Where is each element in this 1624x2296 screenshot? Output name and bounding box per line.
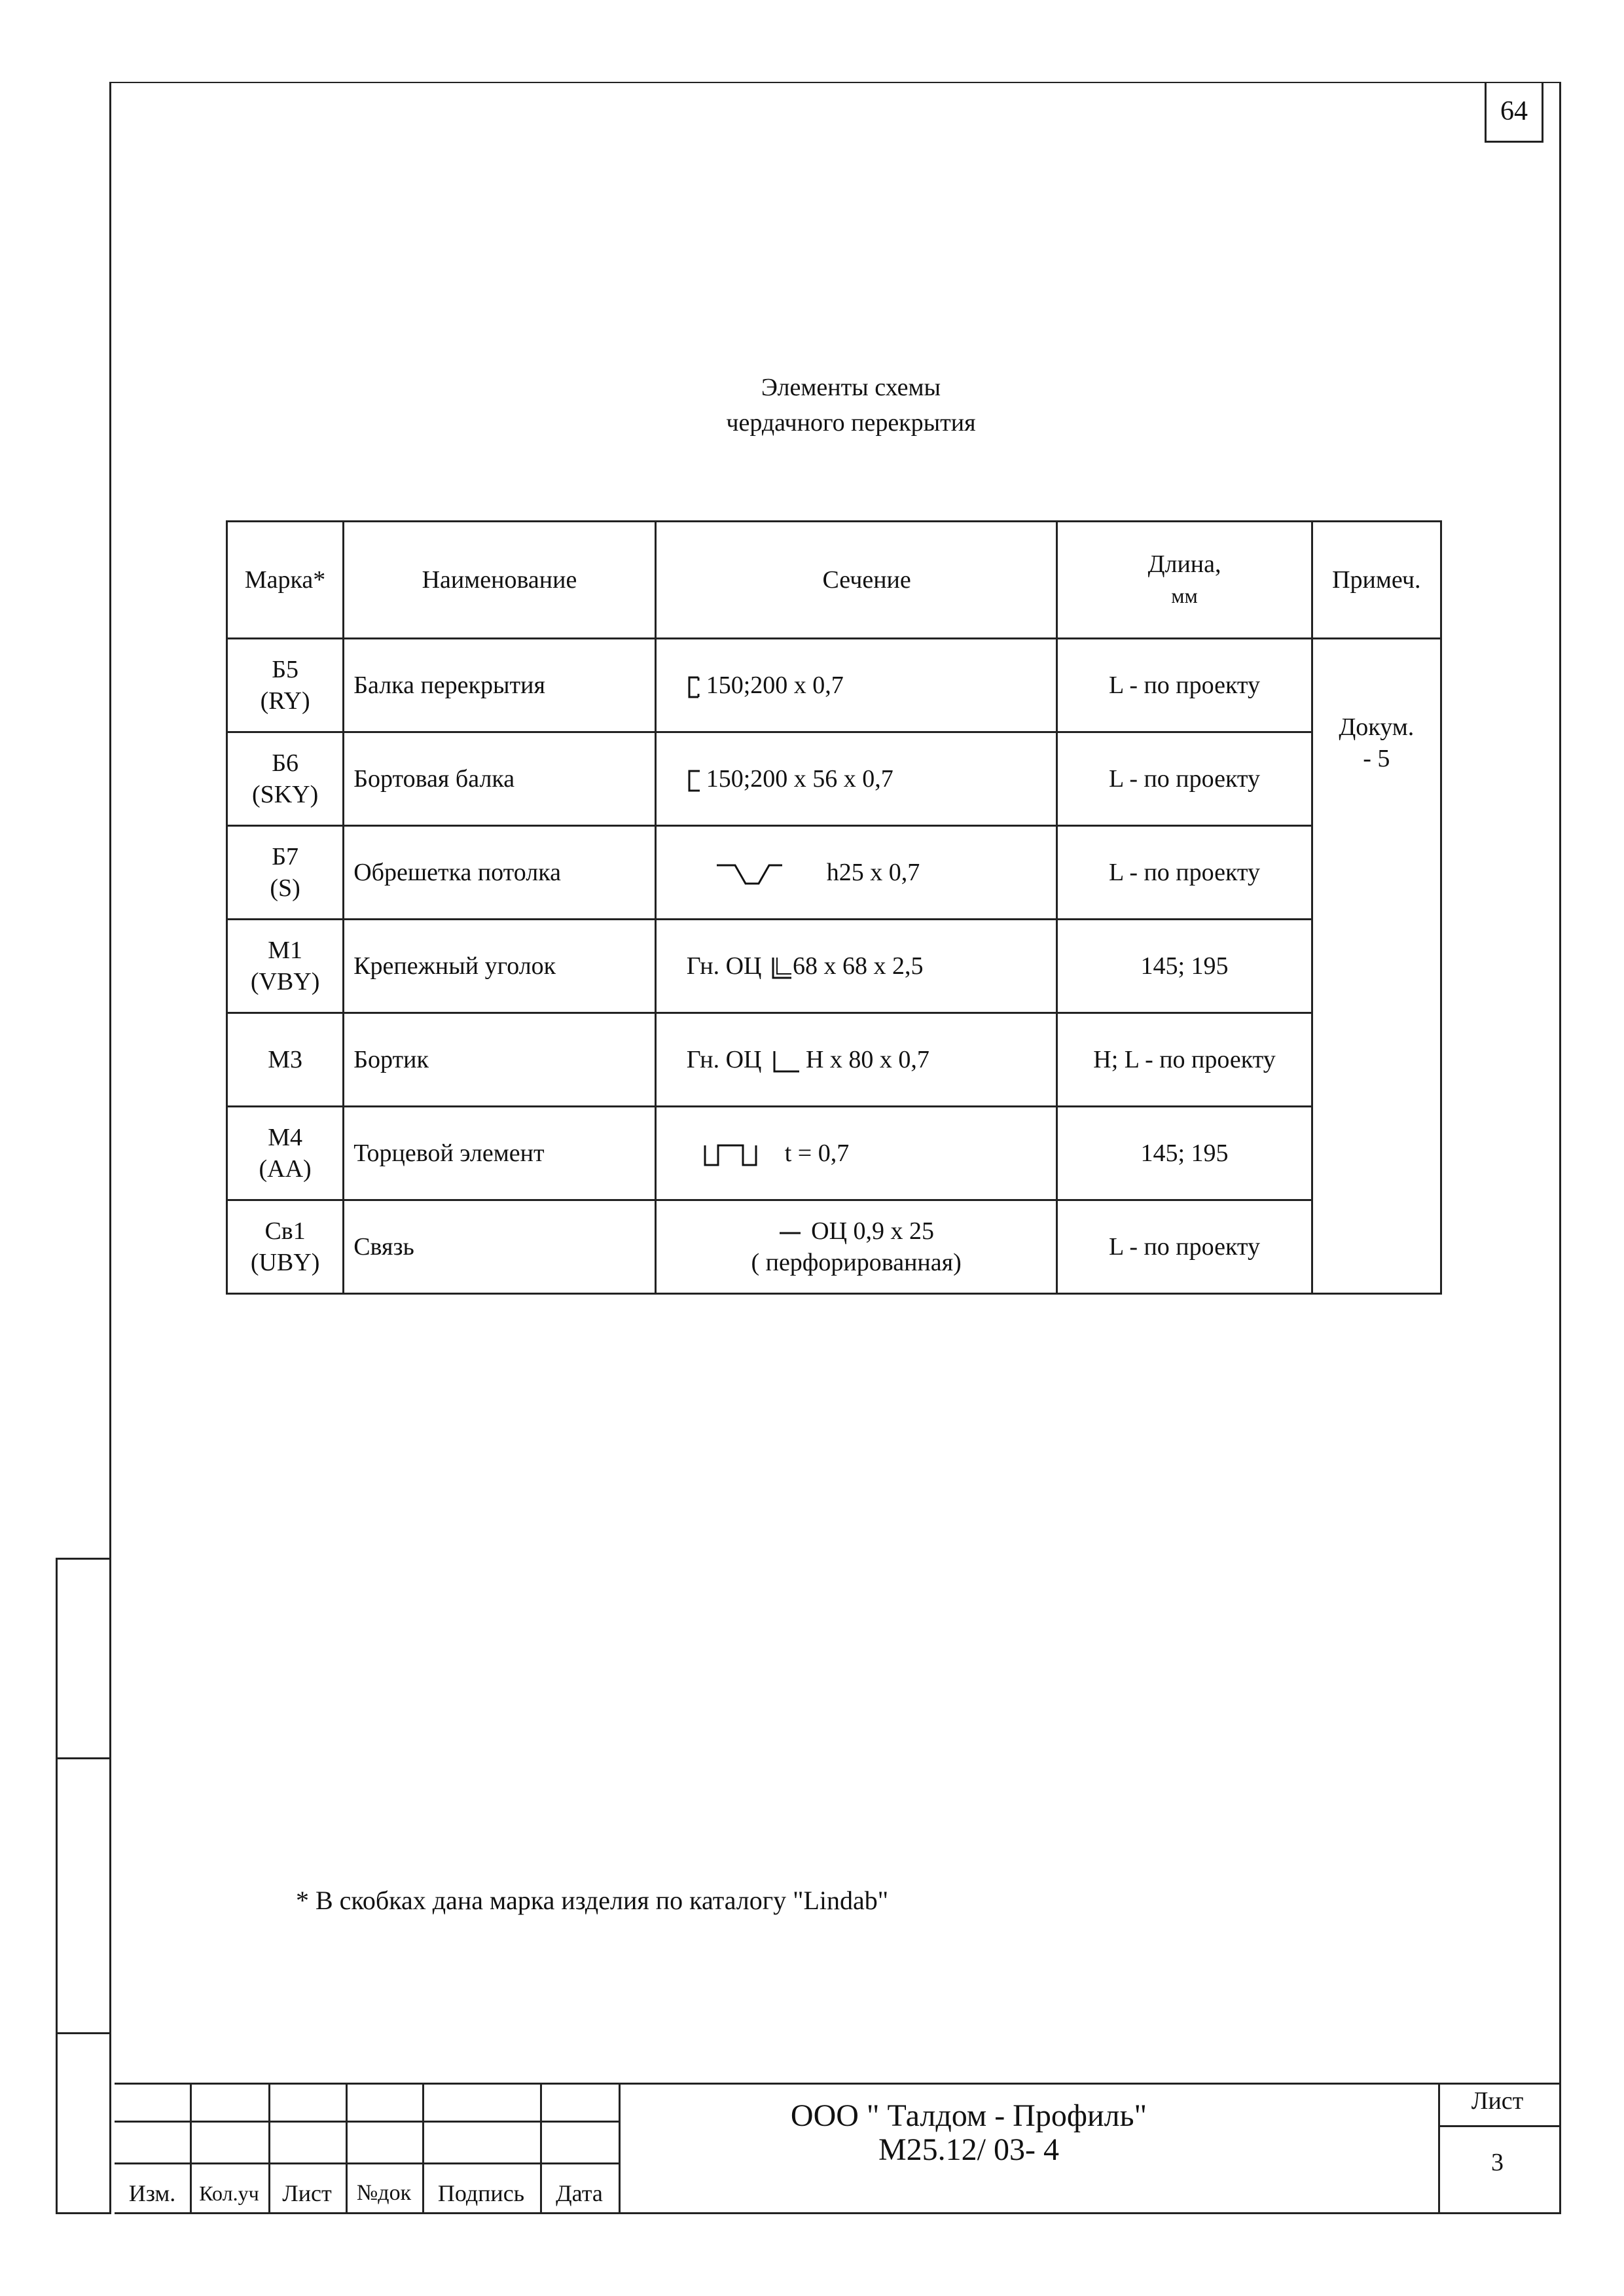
section-prefix: Гн. ОЦ (686, 952, 762, 980)
mark-lindab: (RY) (260, 687, 310, 715)
title-line-1: Элементы схемы (761, 374, 941, 401)
margin-line (56, 1558, 58, 2214)
hat-profile-icon (715, 861, 787, 888)
cell-section (655, 1107, 1057, 1200)
mark-lindab: (АА) (259, 1155, 312, 1183)
cell-name: Связь (344, 1200, 656, 1294)
cell-section (655, 826, 1057, 920)
cell-name: Торцевой элемент (344, 1107, 656, 1200)
table-row (227, 1200, 1441, 1294)
stamp-col-list: Лист (282, 2180, 332, 2206)
mark-code: М3 (268, 1046, 302, 1073)
cell-section (655, 920, 1057, 1013)
end-profile-icon (702, 1143, 759, 1168)
mark-code: Св1 (264, 1217, 306, 1245)
stamp-col-data: Дата (556, 2180, 603, 2206)
cell-length: L - по проекту (1057, 732, 1312, 826)
stamp-col-ndok: №док (356, 2181, 412, 2205)
footnote: * В скобках дана марка изделия по каталогу "Lindab" (296, 1886, 889, 1915)
stamp-col-podpis: Подпись (437, 2180, 525, 2206)
section-text: 68 х 68 х 2,5 (792, 952, 924, 980)
mark-code: М1 (268, 937, 302, 964)
stamp-col-kol: Кол.уч (199, 2181, 259, 2205)
cell-name: Крепежный уголок (344, 920, 656, 1013)
margin-line (56, 1757, 111, 1759)
company-block (625, 2099, 1312, 2167)
stamp-line (1440, 2125, 1561, 2127)
mark-code: Б7 (272, 843, 299, 870)
cell-mark (227, 826, 344, 920)
title-block (115, 2083, 1561, 2214)
cell-mark (227, 639, 344, 732)
cell-mark (227, 1200, 344, 1294)
cell-length: 145; 195 (1057, 920, 1312, 1013)
cell-section (655, 732, 1057, 826)
header-section: Сечение (655, 522, 1057, 639)
cell-mark (227, 1013, 344, 1107)
cell-length: 145; 195 (1057, 1107, 1312, 1200)
section-text: Н х 80 х 0,7 (805, 1046, 929, 1073)
channel-profile-icon (687, 675, 701, 699)
cell-note (1312, 639, 1441, 1294)
mark-lindab: (VBY) (250, 968, 320, 996)
header-name: Наименование (344, 522, 656, 639)
stamp-line (115, 2083, 1561, 2085)
table-row (227, 1107, 1441, 1200)
strip-profile-icon (778, 1227, 802, 1240)
cell-length: L - по проекту (1057, 826, 1312, 920)
angle-profile-icon (772, 1050, 801, 1073)
header-length-line-2: мм (1171, 584, 1198, 607)
cell-name: Бортик (344, 1013, 656, 1107)
sheet-number: 3 (1491, 2149, 1504, 2176)
elements-table (226, 520, 1442, 1295)
title-line-2: чердачного перекрытия (726, 409, 976, 437)
cell-mark (227, 1107, 344, 1200)
cell-length: L - по проекту (1057, 639, 1312, 732)
cell-section (655, 1013, 1057, 1107)
mark-code: Б6 (272, 749, 299, 777)
table-row (227, 1013, 1441, 1107)
section-text: 150;200 х 56 х 0,7 (706, 765, 893, 793)
cell-name: Бортовая балка (344, 732, 656, 826)
cell-section (655, 1200, 1057, 1294)
cell-length: H; L - по проекту (1057, 1013, 1312, 1107)
section-line-1 (666, 1215, 1047, 1247)
table-row (227, 826, 1441, 920)
margin-line (56, 2032, 111, 2034)
cell-section (655, 639, 1057, 732)
channel-profile-icon (687, 769, 701, 793)
cell-mark (227, 732, 344, 826)
cell-length: L - по проекту (1057, 1200, 1312, 1294)
mark-lindab: (S) (270, 874, 300, 902)
document-title (458, 370, 1244, 440)
header-mark: Марка* (227, 522, 344, 639)
section-text-2: ( перфорированная) (751, 1249, 962, 1276)
cell-name: Обрешетка потолка (344, 826, 656, 920)
mark-lindab: (SKY) (251, 781, 319, 808)
document-code: М25.12/ 03- 4 (878, 2132, 1059, 2167)
stamp-col-izm: Изм. (128, 2180, 176, 2206)
table-row (227, 732, 1441, 826)
margin-line (56, 1558, 111, 1560)
company-name: ООО " Талдом - Профиль" (790, 2098, 1147, 2133)
page-number: 64 (1485, 82, 1543, 143)
table-header-row (227, 522, 1441, 639)
stamp-line (115, 2212, 1561, 2214)
cell-mark (227, 920, 344, 1013)
table-row (227, 639, 1441, 732)
sheet-label: Лист (1471, 2087, 1524, 2115)
header-length-line-1: Длина, (1147, 550, 1221, 578)
section-text: 150;200 х 0,7 (706, 672, 844, 699)
section-text: h25 х 0,7 (826, 859, 920, 886)
table-row (227, 920, 1441, 1013)
angle-profile-icon (770, 956, 793, 980)
header-note: Примеч. (1312, 522, 1441, 639)
section-prefix: Гн. ОЦ (686, 1046, 762, 1073)
note-line-1: Докум. (1339, 713, 1415, 741)
stamp-line (619, 2083, 621, 2214)
section-text: ОЦ 0,9 х 25 (811, 1217, 935, 1245)
header-length (1057, 522, 1312, 639)
margin-line (56, 2212, 111, 2214)
cell-name: Балка перекрытия (344, 639, 656, 732)
section-text: t = 0,7 (784, 1139, 850, 1167)
mark-code: Б5 (272, 656, 299, 683)
mark-code: М4 (268, 1124, 302, 1151)
mark-lindab: (UBY) (250, 1249, 320, 1276)
note-line-2: - 5 (1363, 745, 1390, 772)
